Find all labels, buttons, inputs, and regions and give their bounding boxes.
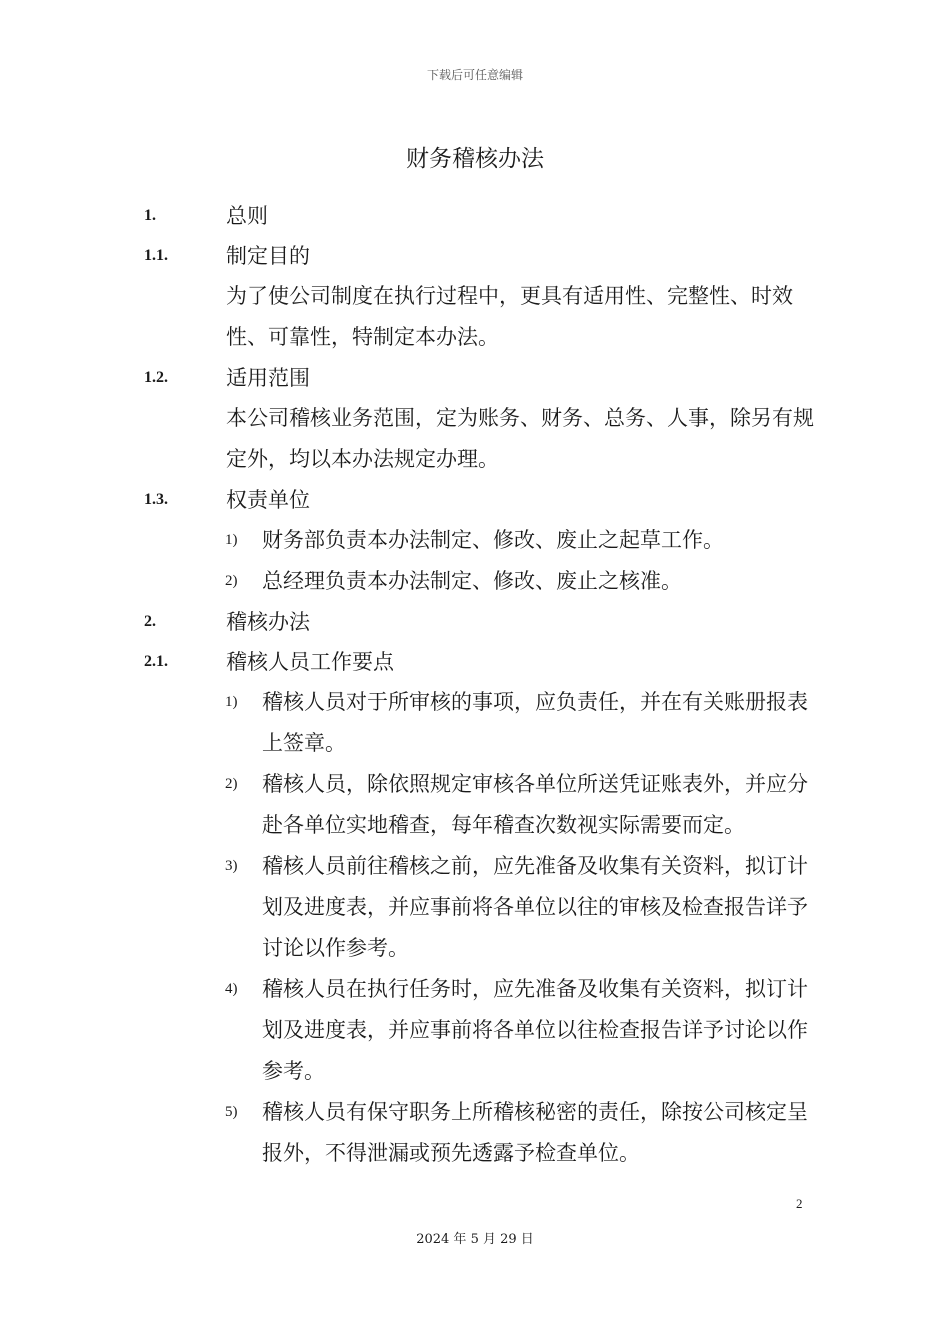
section-1-1-heading <box>0 236 950 276</box>
list-item <box>0 561 822 602</box>
document-title: 财务稽核办法 <box>406 146 544 172</box>
list-item-text: 稽核人员在执行任务时，应先准备及收集有关资料，拟订计划及进度表，并应事前将各单位以往检查报告详予讨论以作参考。 <box>262 977 808 1083</box>
section-number: 2. <box>144 613 156 630</box>
section-title: 权责单位 <box>226 488 310 512</box>
section-title: 稽核办法 <box>226 610 310 634</box>
section-1-2-heading <box>0 358 950 398</box>
list-item-text: 财务部负责本办法制定、修改、废止之起草工作。 <box>262 528 724 552</box>
list-item <box>0 682 822 764</box>
list-item-number: 5) <box>225 1104 238 1120</box>
list-item-number: 2) <box>225 776 238 792</box>
section-title: 制定目的 <box>226 244 310 268</box>
page-number: 2 <box>796 1196 803 1211</box>
list-item <box>0 969 822 1092</box>
list-item-text: 稽核人员，除依照规定审核各单位所送凭证账表外，并应分赴各单位实地稽查，每年稽查次数视实际需要而定。 <box>262 772 808 837</box>
section-2-heading <box>0 602 950 642</box>
list-item-text: 稽核人员前往稽核之前，应先准备及收集有关资料，拟订计划及进度表，并应事前将各单位以往的审核及检查报告详予讨论以作参考。 <box>262 854 808 960</box>
list-item <box>0 846 822 969</box>
list-item-text: 稽核人员对于所审核的事项，应负责任，并在有关账册报表上签章。 <box>262 690 808 755</box>
section-number: 1. <box>144 207 156 224</box>
section-title: 适用范围 <box>226 366 310 390</box>
section-1-3-heading <box>0 480 950 520</box>
section-number: 1.2. <box>144 369 168 386</box>
header-note: 下载后可任意编辑 <box>426 68 523 82</box>
list-item-number: 1) <box>225 532 238 548</box>
section-title: 稽核人员工作要点 <box>226 650 394 674</box>
list-item-number: 3) <box>225 858 238 874</box>
section-title: 总则 <box>226 204 268 228</box>
section-2-1-heading <box>0 642 950 682</box>
footer-date: 2024 年 5 月 29 日 <box>416 1232 534 1247</box>
list-item <box>0 1092 822 1174</box>
section-1-heading <box>0 196 950 236</box>
list-item-text: 总经理负责本办法制定、修改、废止之核准。 <box>262 569 682 593</box>
section-1-2-paragraph: 本公司稽核业务范围，定为账务、财务、总务、人事，除另有规定外，均以本办法规定办理。 <box>226 406 814 471</box>
list-item-number: 2) <box>225 573 238 589</box>
section-number: 1.1. <box>144 247 168 264</box>
section-1-1-paragraph: 为了使公司制度在执行过程中，更具有适用性、完整性、时效性、可靠性，特制定本办法。 <box>226 284 793 349</box>
list-item-number: 4) <box>225 981 238 997</box>
list-item-text: 稽核人员有保守职务上所稽核秘密的责任，除按公司核定呈报外，不得泄漏或预先透露予检查单位。 <box>262 1100 808 1165</box>
list-item-number: 1) <box>225 694 238 710</box>
list-item <box>0 764 822 846</box>
section-number: 1.3. <box>144 491 168 508</box>
section-number: 2.1. <box>144 653 168 670</box>
list-item <box>0 520 822 561</box>
document-body <box>0 196 950 1174</box>
